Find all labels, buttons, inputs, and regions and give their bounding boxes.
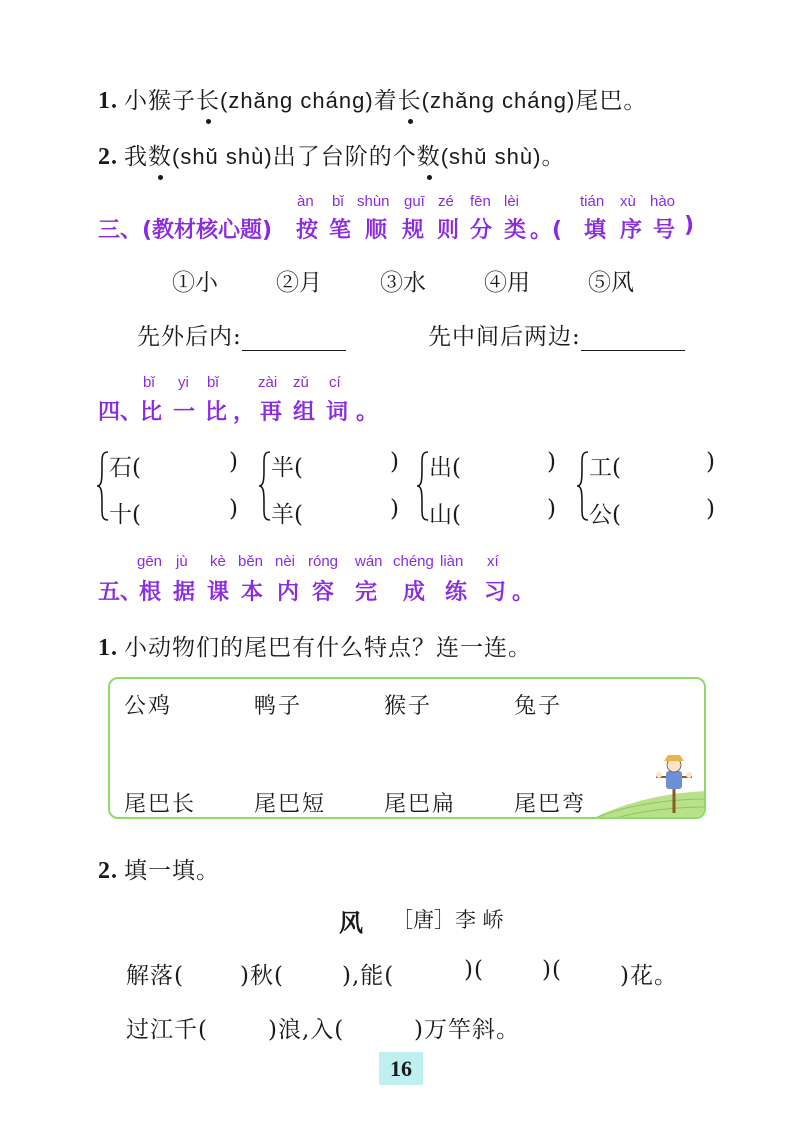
- scarecrow-field-illustration: [588, 753, 706, 819]
- heading-char: 号: [653, 218, 676, 243]
- poem-fragment: ),能(: [342, 963, 395, 989]
- pinyin: guī: [404, 193, 425, 210]
- pinyin: fēn: [470, 193, 491, 210]
- question-text: 填一填。: [124, 858, 220, 884]
- pinyin-options: (shǔ shù): [440, 144, 542, 169]
- question-5-2: [98, 852, 220, 885]
- heading-char: 分: [470, 218, 493, 243]
- pinyin: tián: [580, 193, 605, 210]
- poem-fragment: )(: [464, 957, 484, 983]
- question-number: 1.: [98, 88, 118, 114]
- answer-label: 先外后内:: [137, 324, 242, 350]
- heading-char: 组: [293, 400, 316, 425]
- section-prefix: 四、: [98, 400, 143, 425]
- pinyin: zǔ: [293, 374, 309, 391]
- poem-fragment: )万竿斜。: [414, 1017, 520, 1043]
- heading-char: 完: [355, 580, 378, 605]
- heading-char: 容: [312, 580, 335, 605]
- close-paren: ): [229, 496, 238, 522]
- pinyin: cí: [329, 374, 341, 391]
- pinyin: lèi: [504, 193, 520, 210]
- pinyin: shùn: [357, 193, 390, 210]
- heading-char: 填: [584, 218, 607, 243]
- heading-punct: 。: [512, 580, 535, 605]
- heading-char: 序: [620, 218, 643, 243]
- heading-char: 词: [326, 400, 349, 425]
- poem-author: ［唐］李 峤: [392, 908, 504, 932]
- close-paren: ): [390, 496, 399, 522]
- question-5-1: [98, 629, 532, 662]
- heading-char: 根: [139, 580, 162, 605]
- page-number: 16: [379, 1052, 423, 1085]
- pinyin: àn: [297, 193, 314, 210]
- brace-icon: [96, 450, 110, 522]
- pinyin: róng: [308, 553, 339, 570]
- close-paren: ): [390, 449, 399, 475]
- emphasized-char: 数: [148, 138, 172, 171]
- heading-char: 比: [140, 400, 163, 425]
- answer-blank[interactable]: [581, 324, 685, 351]
- section-prefix: 五、: [98, 580, 143, 605]
- question-number: 1.: [98, 635, 118, 661]
- poem-fragment: )浪,入(: [268, 1017, 345, 1043]
- pinyin: wán: [355, 553, 383, 570]
- brace-icon: [258, 450, 272, 522]
- heading-char: 习: [484, 580, 507, 605]
- tail-item[interactable]: 尾巴弯: [514, 792, 587, 817]
- pinyin-options: (zhǎng cháng): [220, 88, 374, 113]
- heading-punct: 。(: [530, 218, 563, 243]
- compare-top: 出(: [429, 455, 461, 481]
- animal-item[interactable]: 猴子: [384, 694, 433, 719]
- heading-char: 据: [173, 580, 196, 605]
- heading-char: 类: [504, 218, 527, 243]
- answer-blank[interactable]: [242, 324, 346, 351]
- answer-middle-first: [428, 318, 685, 351]
- pinyin: kè: [210, 553, 226, 570]
- close-paren: ): [547, 449, 556, 475]
- compare-bottom: 山(: [429, 502, 461, 528]
- poem-fragment: 过江千(: [126, 1017, 208, 1043]
- emphasized-char: 长: [196, 82, 220, 115]
- option-item: ③水: [380, 270, 426, 296]
- tail-item[interactable]: 尾巴短: [254, 792, 327, 817]
- close-paren: ): [547, 496, 556, 522]
- emphasized-char: 数: [417, 138, 441, 171]
- pinyin: zài: [258, 374, 278, 391]
- heading-char: 比: [205, 400, 228, 425]
- animal-item[interactable]: 兔子: [514, 694, 563, 719]
- poem-fragment: )(: [542, 957, 562, 983]
- pinyin: bǐ: [332, 193, 344, 210]
- compare-bottom: 公(: [589, 502, 621, 528]
- heading-char: 顺: [365, 218, 388, 243]
- pinyin: liàn: [440, 553, 464, 570]
- tail-item[interactable]: 尾巴长: [124, 792, 197, 817]
- brace-icon: [576, 450, 590, 522]
- heading-char: 练: [445, 580, 468, 605]
- compare-top: 半(: [271, 455, 303, 481]
- pinyin: bǐ: [143, 374, 155, 391]
- heading-char: 课: [207, 580, 230, 605]
- option-item: ②月: [276, 270, 322, 296]
- question-number: 2.: [98, 144, 118, 170]
- heading-char: 笔: [329, 218, 352, 243]
- pinyin: hào: [650, 193, 676, 210]
- heading-char: 规: [402, 218, 425, 243]
- pinyin: zé: [438, 193, 454, 210]
- compare-top: 石(: [109, 455, 141, 481]
- heading-punct: ，: [233, 400, 256, 425]
- brace-icon: [416, 450, 430, 522]
- animal-item[interactable]: 公鸡: [124, 694, 173, 719]
- poem-fragment: )花。: [620, 963, 678, 989]
- heading-char: 成: [403, 580, 426, 605]
- poem-fragment: 解落(: [126, 963, 184, 989]
- pinyin: xí: [487, 553, 499, 570]
- heading-char: 本: [241, 580, 264, 605]
- pinyin: chéng: [393, 553, 434, 570]
- section-prefix: 三、(教材核心题): [98, 218, 273, 243]
- pinyin-options: (zhǎng cháng): [421, 88, 576, 113]
- heading-punct: ): [684, 213, 695, 238]
- close-paren: ): [706, 496, 715, 522]
- heading-char: 内: [277, 580, 300, 605]
- compare-top: 工(: [589, 455, 621, 481]
- close-paren: ): [229, 449, 238, 475]
- poem-title: 风: [339, 909, 363, 937]
- heading-char: 按: [296, 218, 319, 243]
- animal-item[interactable]: 鸭子: [254, 694, 303, 719]
- answer-outer-first: [137, 318, 346, 351]
- option-item: ①小: [172, 270, 218, 296]
- tail-item[interactable]: 尾巴扁: [384, 792, 457, 817]
- compare-bottom: 十(: [109, 502, 141, 528]
- matching-box: [108, 677, 706, 819]
- heading-punct: 。: [356, 400, 379, 425]
- pinyin: jù: [176, 553, 188, 570]
- heading-char: 一: [173, 400, 196, 425]
- option-item: ⑤风: [588, 270, 634, 296]
- pinyin: nèi: [275, 553, 296, 570]
- heading-char: 再: [260, 400, 283, 425]
- pinyin: bǐ: [207, 374, 219, 391]
- close-paren: ): [706, 449, 715, 475]
- question-2-polyphone: 2. 我数(shǔ shù)出了台阶的个数(shǔ shù)。: [98, 138, 565, 171]
- poem-fragment: )秋(: [240, 963, 284, 989]
- heading-char: 则: [437, 218, 460, 243]
- pinyin: yi: [178, 374, 189, 391]
- question-1-polyphone: 1. 小猴子长(zhǎng cháng)着长(zhǎng cháng)尾巴。: [98, 82, 647, 115]
- emphasized-char: 长: [398, 82, 422, 115]
- pinyin: xù: [620, 193, 636, 210]
- question-number: 2.: [98, 858, 118, 884]
- question-text: 小动物们的尾巴有什么特点？连一连。: [124, 635, 532, 661]
- option-item: ④用: [484, 270, 530, 296]
- pinyin: běn: [238, 553, 264, 570]
- pinyin-options: (shǔ shù): [172, 144, 273, 169]
- answer-label: 先中间后两边:: [428, 324, 581, 350]
- pinyin: gēn: [137, 553, 163, 570]
- compare-bottom: 羊(: [271, 502, 303, 528]
